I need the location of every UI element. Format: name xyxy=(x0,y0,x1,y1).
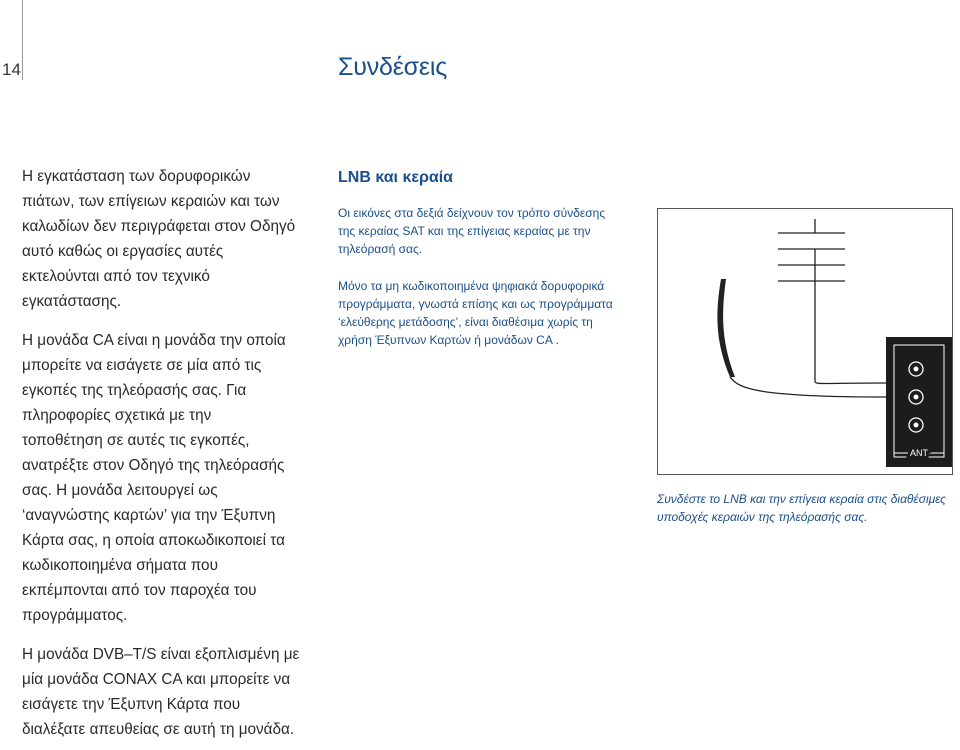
text-line: ανατρέξτε στον Οδηγό της τηλεόρασής xyxy=(22,457,285,474)
text-line: Κάρτα σας, η οποία αποκωδικοποιεί τα xyxy=(22,532,285,549)
text-line: μία μονάδα CONAX CA και μπορείτε να xyxy=(22,671,291,688)
text-line: διαλέξατε απευθείας σε αυτή τη μονάδα. xyxy=(22,721,295,738)
text-line: κωδικοποιημένα σήματα που xyxy=(22,557,218,574)
socket-pin xyxy=(914,367,919,372)
text-line: αυτό καθώς οι εργασίες αυτές xyxy=(22,243,224,260)
tv-socket-panel xyxy=(886,337,952,467)
text-line: εγκατάστασης. xyxy=(22,293,122,310)
text-line: χρήση Έξυπνων Καρτών ή μονάδων CA . xyxy=(338,333,559,347)
text-line: προγράμματα, γνωστά επίσης και ως προγράμματα xyxy=(338,297,613,311)
satellite-dish-icon xyxy=(717,279,735,377)
left-paragraph-3 xyxy=(22,642,322,742)
text-line: Οι εικόνες στα δεξιά δείχνουν τον τρόπο σύνδεσης xyxy=(338,206,606,220)
diagram-caption xyxy=(657,490,957,526)
text-line: πιάτων, των επίγειων κεραιών και των xyxy=(22,193,280,210)
text-line: σας. Η μονάδα λειτουργεί ως xyxy=(22,482,218,499)
text-line: καλωδίων δεν περιγράφεται στον Οδηγό xyxy=(22,218,296,235)
text-line: τοποθέτηση σε αυτές τις εγκοπές, xyxy=(22,432,250,449)
diagram-illustration xyxy=(658,209,952,474)
socket-pin xyxy=(914,423,919,428)
middle-paragraph-1 xyxy=(338,204,668,258)
caption-line: υποδοχές κεραιών της τηλεόρασής σας. xyxy=(657,510,868,524)
text-line: ‘ελεύθερης μετάδοσης’, είναι διαθέσιμα χωρίς τη xyxy=(338,315,593,329)
ant-label: ANT xyxy=(910,448,928,458)
middle-column xyxy=(338,169,668,368)
text-line: μπορείτε να εισάγετε σε μία από τις xyxy=(22,357,262,374)
text-line: της κεραίας SAT και της επίγειας κεραίας με την xyxy=(338,224,591,238)
text-line: Η μονάδα DVB–T/S είναι εξοπλισμένη με xyxy=(22,646,300,663)
text-line: εκτελούνται από τον τεχνικό xyxy=(22,268,210,285)
text-line: τηλεόρασή σας. xyxy=(338,242,423,256)
text-line: Μόνο τα μη κωδικοποιημένα ψηφιακά δορυφορικά xyxy=(338,279,605,293)
left-paragraph-2 xyxy=(22,328,322,628)
left-column-text xyxy=(22,164,322,742)
page-number: 14 xyxy=(2,60,21,79)
text-line: πληροφορίες σχετικά με την xyxy=(22,407,212,424)
caption-line: Συνδέστε το LNB και την επίγεια κεραία στις διαθέσιμες xyxy=(657,492,946,506)
left-paragraph-1 xyxy=(22,164,322,314)
text-line: προγράμματος. xyxy=(22,607,128,624)
text-line: ‘αναγνώστης καρτών’ για την Έξυπνη xyxy=(22,507,276,524)
text-line: εκπέμπονται από τον παροχέα του xyxy=(22,582,257,599)
antenna-cable xyxy=(815,377,886,384)
text-line: εγκοπές της τηλεόρασής σας. Για xyxy=(22,382,247,399)
text-line: Η μονάδα CA είναι η μονάδα την οποία xyxy=(22,332,286,349)
text-line: εισάγετε την Έξυπνη Κάρτα που xyxy=(22,696,241,713)
section-heading: LNB και κεραία xyxy=(338,169,453,186)
antenna-cables xyxy=(730,377,886,397)
page-title: Συνδέσεις xyxy=(338,53,448,81)
satellite-cable xyxy=(730,377,886,397)
page-rule-divider xyxy=(22,0,23,80)
antenna-connection-diagram xyxy=(657,208,953,475)
socket-pin xyxy=(914,395,919,400)
dish-reflector xyxy=(717,279,735,377)
text-line: Η εγκατάσταση των δορυφορικών xyxy=(22,168,251,185)
terrestrial-antenna-icon xyxy=(778,219,845,377)
middle-paragraph-2 xyxy=(338,277,668,349)
